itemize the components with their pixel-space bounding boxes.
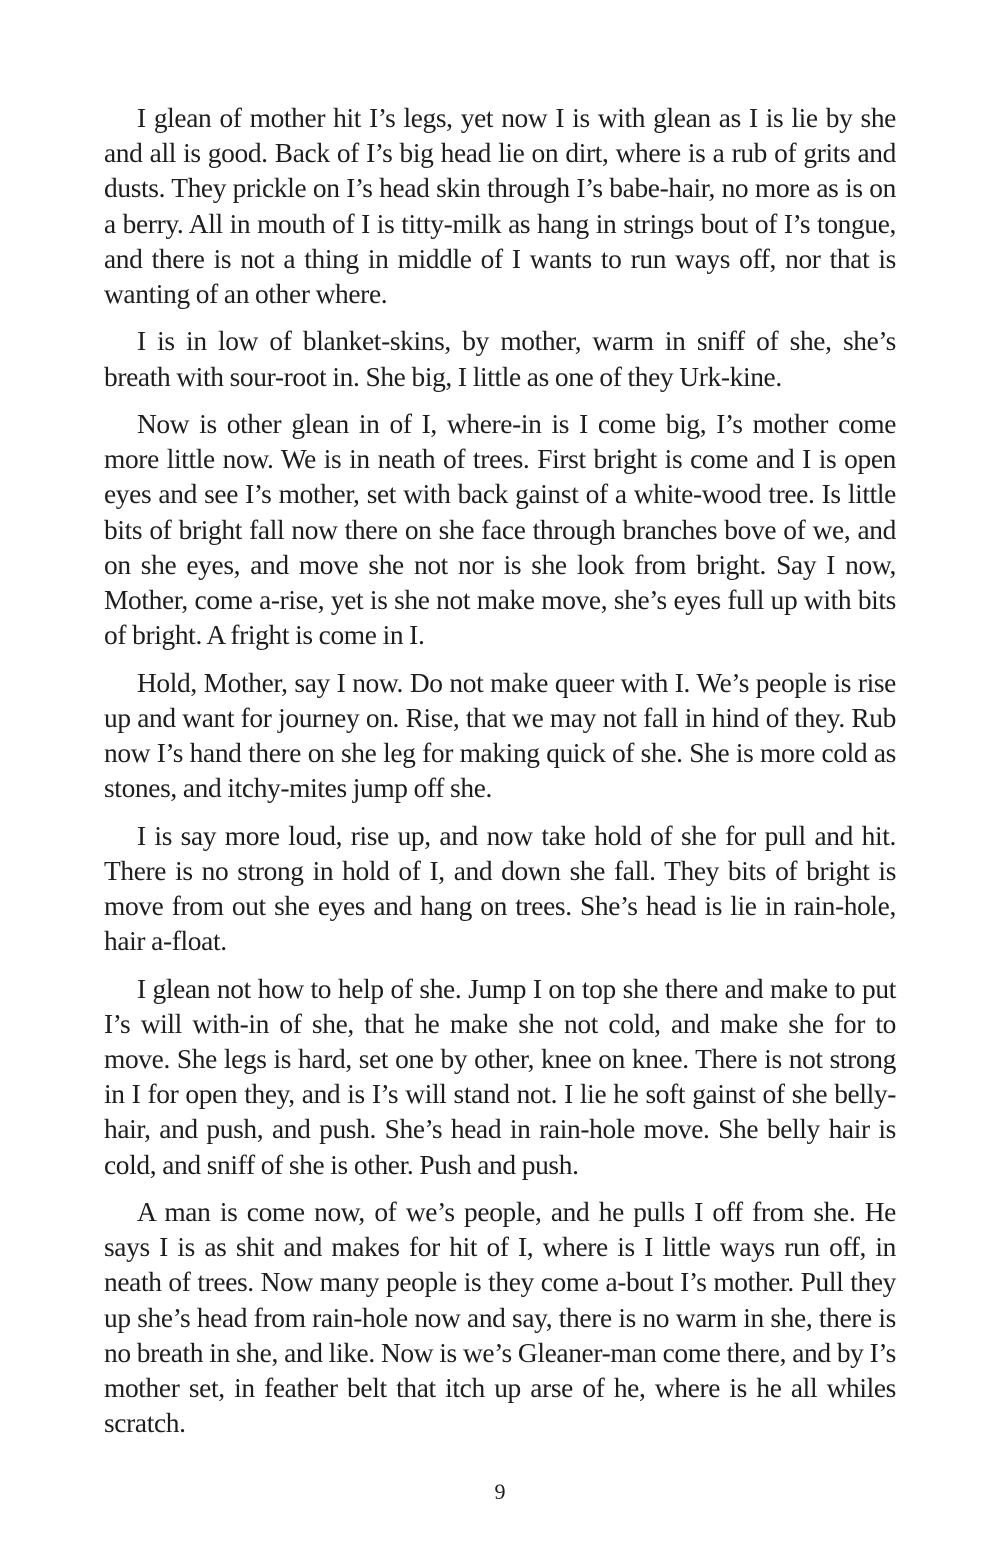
paragraph: I is say more loud, rise up, and now take hold of she for pull and hit. There is no strong in hold of I, and down she fall. They bits of bright is move from out she eyes and hang on trees. She’s head is lie in rain-hole, hair a-float.: [104, 820, 896, 957]
paragraph: A man is come now, of we’s people, and he pulls I off from she. He says I is as shit and makes for hit of I, where is I little ways run off, in neath of trees. Now many people is they come a-bout I’s mother. Pull they up she’s head from rain-hole now and say, there is no warm in she, there is no breath in she, and like. Now is we’s Gleaner-man come there, and by I’s mother set, in feather belt that itch up arse of he, where is he all whiles scratch.: [104, 1197, 896, 1439]
page-body-text: [104, 101, 896, 1441]
paragraph: Now is other glean in of I, where-in is I come big, I’s mother come more little now. We is in neath of trees. First bright is come and I is open eyes and see I’s mother, set with back gainst of a white-wood tree. Is little bits of bright fall now there on she face through branches bove of we, and on she eyes, and move she not nor is she look from bright. Say I now, Mother, come a-rise, yet is she not make move, she’s eyes full up with bits of bright. A fright is come in I.: [104, 409, 896, 651]
paragraph: I glean not how to help of she. Jump I on top she there and make to put I’s will with-in of she, that he make she not cold, and make she for to move. She legs is hard, set one by other, knee on knee. There is not strong in I for open they, and is I’s will stand not. I lie he soft gainst of she belly-hair, and push, and push. She’s head in rain-hole move. She belly hair is cold, and sniff of she is other. Push and push.: [104, 973, 896, 1180]
paragraph: Hold, Mother, say I now. Do not make queer with I. We’s people is rise up and want for journey on. Rise, that we may not fall in hind of they. Rub now I’s hand there on she leg for making quick of she. She is more cold as stones, and itchy-mites jump off she.: [104, 667, 896, 804]
page-number: 9: [494, 1479, 506, 1504]
paragraph: I glean of mother hit I’s legs, yet now I is with glean as I is lie by she and all is good. Back of I’s big head lie on dirt, where is a rub of grits and dusts. They prickle on I’s head skin through I’s babe-hair, no more as is on a berry. All in mouth of I is titty-milk as hang in strings bout of I’s tongue, and there is not a thing in middle of I wants to run ways off, nor that is wanting of an other where.: [104, 103, 896, 310]
paragraph: I is in low of blanket-skins, by mother, warm in sniff of she, she’s breath with sour-root in. She big, I little as one of they Urk-kine.: [104, 326, 896, 392]
